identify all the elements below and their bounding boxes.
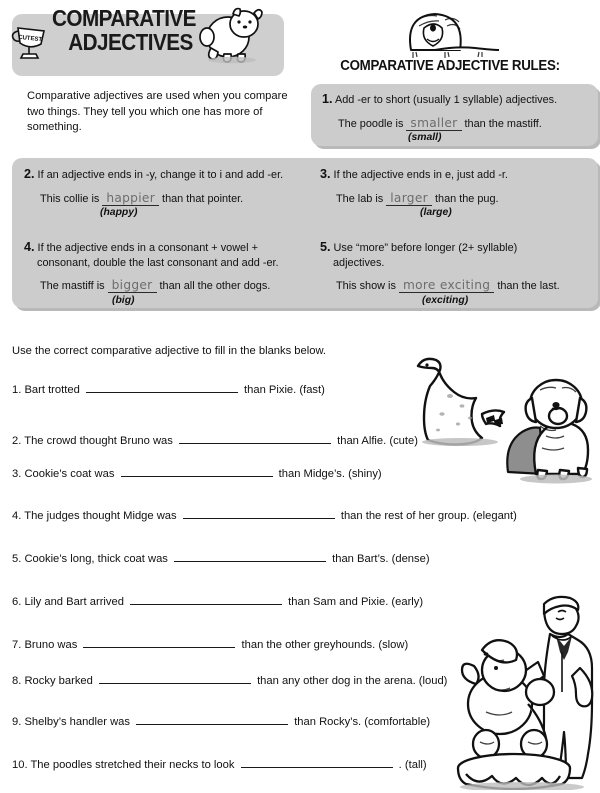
rule-5-answer: more exciting (399, 279, 494, 293)
rule-4-example: The mastiff is bigger than all the other dogs. (40, 278, 271, 292)
question-2 (12, 433, 418, 447)
rule-5-example: This show is more exciting than the last. (336, 278, 560, 292)
question-1-before: Bart trotted (24, 384, 80, 396)
question-4 (12, 508, 517, 522)
question-9-after: than Rocky’s. (comfortable) (294, 716, 431, 728)
question-1-after: than Pixie. (fast) (244, 384, 325, 396)
question-8-after: than any other dog in the arena. (loud) (257, 675, 448, 687)
question-6-before: Lily and Bart arrived (24, 596, 124, 608)
rule-5-statement: 5. Use “more” before longer (2+ syllable) adjectives. (320, 240, 518, 269)
rule-5-number: 5. (320, 240, 331, 254)
question-4-after: than the rest of her group. (elegant) (340, 510, 517, 522)
intro-paragraph: Comparative adjectives are used when you compare two things. They tell you which one has more of something. (27, 90, 288, 133)
question-7-before: Bruno was (24, 639, 78, 651)
question-8-number: 8. (12, 675, 22, 687)
question-6-blank[interactable] (130, 594, 282, 605)
question-10-before: The poodles stretched their necks to look (30, 759, 235, 771)
question-1-blank[interactable] (86, 382, 238, 393)
question-7-blank[interactable] (83, 637, 235, 648)
question-2-before: The crowd thought Bruno was (24, 435, 173, 447)
rule-1-example: The poodle is smaller than the mastiff. (338, 115, 542, 130)
question-1-number: 1. (12, 384, 22, 396)
question-6-number: 6. (12, 596, 22, 608)
question-10-number: 10. (12, 759, 28, 771)
rule-4-number: 4. (24, 240, 35, 254)
rules-heading: COMPARATIVE ADJECTIVE RULES: (340, 58, 560, 74)
question-2-blank[interactable] (179, 433, 331, 444)
question-3-number: 3. (12, 468, 22, 480)
trophy-icon (8, 24, 52, 62)
rule-1-hint: (small) (408, 132, 442, 143)
rule-2-hint: (happy) (100, 207, 138, 218)
question-8 (12, 673, 447, 687)
question-5-blank[interactable] (174, 551, 326, 562)
rule-3-example: The lab is larger than the pug. (336, 190, 499, 205)
question-8-before: Rocky barked (24, 675, 93, 687)
question-3-after: than Midge’s. (shiny) (278, 468, 382, 480)
question-6-after: than Sam and Pixie. (early) (288, 596, 424, 608)
question-5-after: than Bart’s. (dense) (332, 553, 430, 565)
rule-4 (24, 240, 306, 308)
question-5 (12, 551, 430, 565)
question-10 (12, 757, 427, 771)
shaggy-dog-icon (383, 6, 505, 62)
question-7 (12, 637, 408, 651)
rule-2-number: 2. (24, 167, 35, 181)
handler-with-poodle-icon (452, 592, 600, 790)
question-5-number: 5. (12, 553, 22, 565)
question-10-blank[interactable] (241, 757, 393, 768)
page-title-line1: COMPARATIVE (52, 5, 196, 31)
question-7-after: than the other greyhounds. (slow) (241, 639, 409, 651)
question-8-blank[interactable] (99, 673, 251, 684)
rule-2 (24, 167, 306, 221)
rule-1-number: 1. (322, 92, 333, 106)
rule-3-statement: 3. If the adjective ends in e, just add -r. (320, 167, 508, 181)
rule-3-answer: larger (386, 192, 432, 206)
question-7-number: 7. (12, 639, 22, 651)
question-2-after: than Alfie. (cute) (337, 435, 418, 447)
rule-3-number: 3. (320, 167, 331, 181)
question-9-blank[interactable] (136, 714, 288, 725)
rule-1-answer: smaller (406, 117, 461, 131)
rule-2-answer: happier (102, 192, 159, 206)
rule-4-statement: 4. If the adjective ends in a consonant + vowel + consonant, double the last consonant and add -er. (24, 240, 279, 269)
question-3-blank[interactable] (121, 466, 273, 477)
page-title (52, 5, 196, 55)
rule-4-answer: bigger (108, 279, 157, 293)
pomeranian-dog-icon (188, 4, 272, 64)
exercise-instructions: Use the correct comparative adjective to fill in the blanks below. (12, 345, 327, 357)
rule-5 (320, 240, 592, 308)
question-3 (12, 466, 382, 480)
page-title-line2: ADJECTIVES (68, 29, 193, 55)
question-5-before: Cookie’s long, thick coat was (24, 553, 168, 565)
rule-3-hint: (large) (420, 207, 452, 218)
question-4-blank[interactable] (183, 508, 335, 519)
rule-1-statement: 1. Add -er to short (usually 1 syllable) adjectives. (322, 92, 558, 106)
question-1 (12, 382, 325, 396)
question-9 (12, 714, 430, 728)
question-10-after: . (tall) (398, 759, 427, 771)
rule-1 (322, 92, 590, 146)
question-3-before: Cookie’s coat was (24, 468, 115, 480)
question-2-number: 2. (12, 435, 22, 447)
question-9-before: Shelby’s handler was (24, 716, 130, 728)
question-4-before: The judges thought Midge was (24, 510, 177, 522)
rule-2-example: This collie is happier than that pointer. (40, 190, 244, 205)
question-6 (12, 594, 423, 608)
trophy-label: CUTEST (17, 34, 43, 44)
question-9-number: 9. (12, 716, 22, 728)
rule-5-hint: (exciting) (422, 294, 469, 306)
question-4-number: 4. (12, 510, 22, 522)
rule-2-statement: 2. If an adjective ends in -y, change it to i and add -er. (24, 167, 284, 181)
rule-3 (320, 167, 592, 221)
rule-4-hint: (big) (112, 294, 135, 306)
sheepdog-icon (500, 378, 600, 488)
